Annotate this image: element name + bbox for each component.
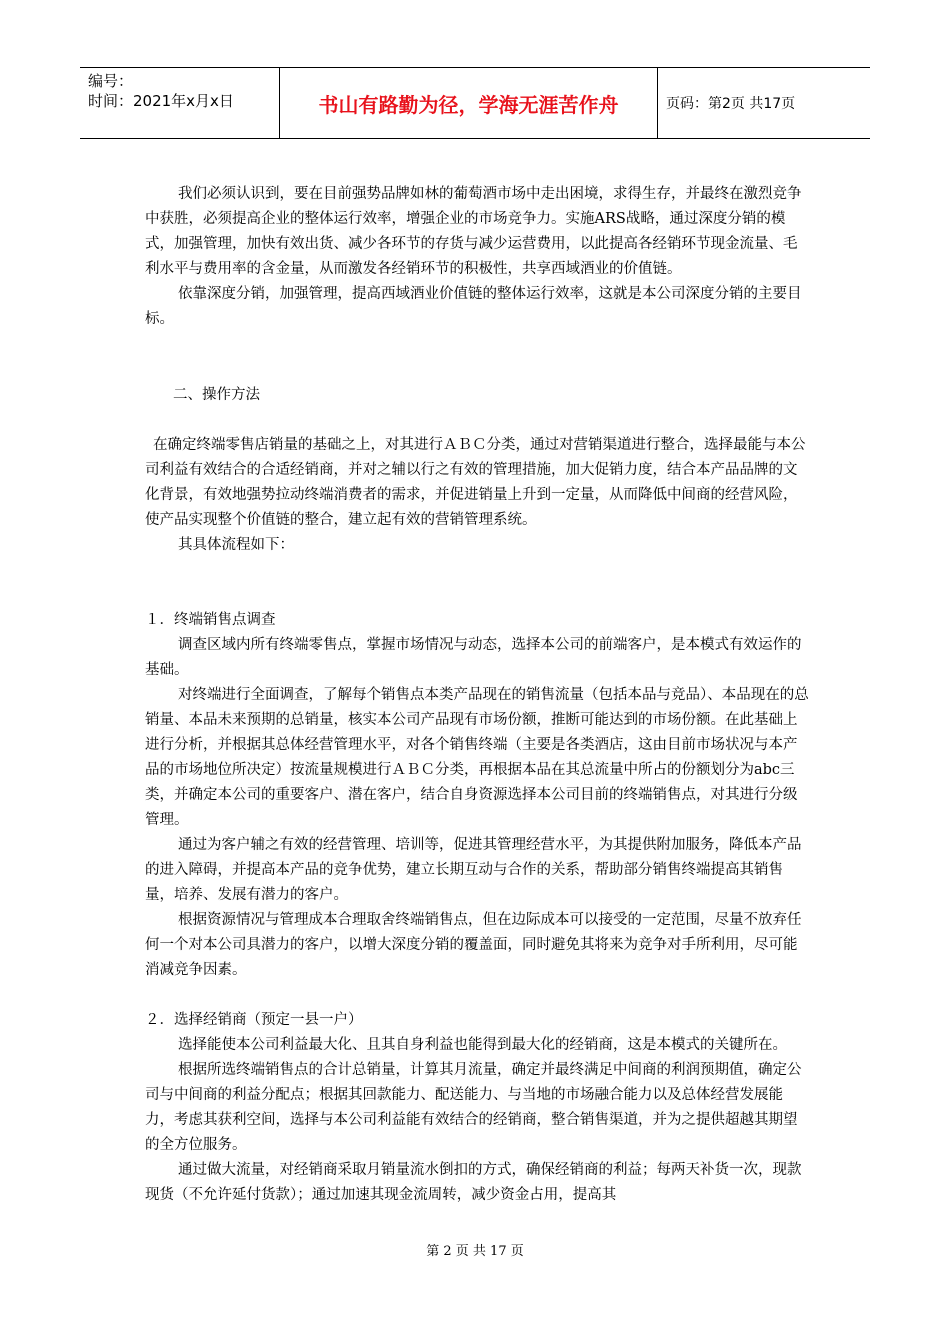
header-meta	[80, 68, 280, 138]
step-1	[145, 608, 810, 983]
section-1	[145, 182, 810, 332]
step-heading: ２．选择经销商（预定一县一户）	[145, 1012, 363, 1028]
paragraph: 调查区域内所有终端零售点，掌握市场情况与动态，选择本公司的前端客户，是本模式有效运作的基础。	[145, 637, 802, 678]
section-2	[145, 433, 810, 558]
paragraph: 在确定终端零售店销量的基础之上，对其进行ＡＢＣ分类，通过对营销渠道进行整合，选择最能与本公司利益有效结合的合适经销商，并对之辅以行之有效的管理措施，加大促销力度，结合本产品品牌的文化背景，有效地强势拉动终端消费者的需求，并促进销量上升到一定量，从而降低中间商的经营风险，使产品实现整个价值链的整合，建立起有效的营销管理系统。	[145, 437, 806, 528]
step-2	[145, 1008, 810, 1208]
paragraph: 对终端进行全面调查，了解每个销售点本类产品现在的销售流量（包括本品与竞品）、本品现在的总销量、本品未来预期的总销量，核实本公司产品现有市场份额，推断可能达到的市场份额。在此基础上进行分析，并根据其总体经营管理水平，对各个销售终端（主要是各类酒店，这由目前市场状况与本产品的市场地位所决定）按流量规模进行ＡＢＣ分类，再根据本品在其总流量中所占的份额划分为abc三类，并确定本公司的重要客户、潜在客户，结合自身资源选择本公司目前的终端销售点，对其进行分级管理。	[145, 687, 809, 828]
paragraph: 根据所选终端销售点的合计总销量，计算其月流量，确定并最终满足中间商的利润预期值，确定公司与中间商的利益分配点；根据其回款能力、配送能力、与当地的市场融合能力以及总体经营发展能力，考虑其获利空间，选择与本公司利益能有效结合的经销商，整合销售渠道，并为之提供超越其期望的全方位服务。	[145, 1062, 802, 1153]
paragraph: 根据资源情况与管理成本合理取舍终端销售点，但在边际成本可以接受的一定范围，尽量不放弃任何一个对本公司具潜力的客户，以增大深度分销的覆盖面，同时避免其将来为竞争对手所利用，尽可能消减竞争因素。	[145, 912, 802, 978]
paragraph: 我们必须认识到，要在目前强势品牌如林的葡萄酒市场中走出困境，求得生存，并最终在激烈竞争中获胜，必须提高企业的整体运行效率，增强企业的市场竞争力。实施ARS战略，通过深度分销的模式，加强管理，加快有效出货、减少各环节的存货与减少运营费用，以此提高各经销环节现金流量、毛利水平与费用率的含金量，从而激发各经销环节的积极性，共享西域酒业的价值链。	[145, 186, 802, 277]
paragraph: 通过做大流量，对经销商采取月销量流水倒扣的方式，确保经销商的利益；每两天补货一次，现款现货（不允许延付货款）；通过加速其现金流周转，减少资金占用，提高其	[145, 1162, 802, 1203]
paragraph: 通过为客户辅之有效的经营管理、培训等，促进其管理经营水平，为其提供附加服务，降低本产品的进入障碍，并提高本产品的竞争优势，建立长期互动与合作的关系，帮助部分销售终端提高其销售量，培养、发展有潜力的客户。	[145, 837, 802, 903]
paragraph: 选择能使本公司利益最大化、且其自身利益也能得到最大化的经销商，这是本模式的关键所在。	[178, 1037, 787, 1053]
paragraph: 其具体流程如下：	[178, 537, 294, 553]
page-footer: 第 2 页 共 17 页	[426, 1244, 524, 1259]
section-heading: 二、操作方法	[173, 387, 260, 403]
page-header	[80, 67, 870, 139]
step-heading: １．终端销售点调查	[145, 612, 276, 628]
paragraph: 依靠深度分销，加强管理，提高西域酒业价值链的整体运行效率，这就是本公司深度分销的主要目标。	[145, 286, 802, 327]
number-label: 编号：	[88, 72, 134, 90]
page-label: 页码：第2页 共17页	[666, 96, 796, 112]
motto: 书山有路勤为径，学海无涯苦作舟	[280, 68, 658, 138]
date-label: 时间：2021年x月x日	[88, 92, 234, 110]
section-2-title	[145, 383, 810, 408]
